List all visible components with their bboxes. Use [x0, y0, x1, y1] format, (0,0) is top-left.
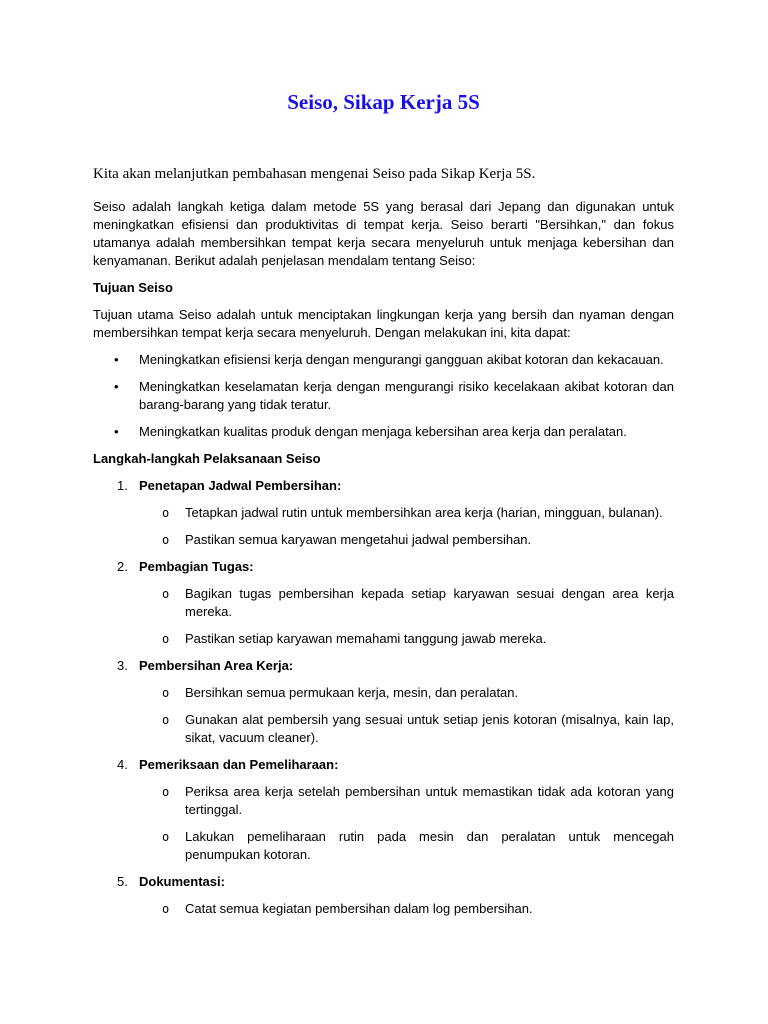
sub-bullet-marker: o: [162, 830, 170, 844]
sub-bullet-marker: o: [162, 686, 170, 700]
step-item: [93, 756, 674, 864]
step-title: Penetapan Jadwal Pembersihan:: [139, 478, 342, 493]
sub-item-text: Pastikan semua karyawan mengetahui jadwal pembersihan.: [185, 532, 532, 547]
intro-paragraph: Kita akan melanjutkan pembahasan mengenai Seiso pada Sikap Kerja 5S.: [93, 166, 536, 182]
sub-bullet-marker: o: [162, 785, 170, 799]
sub-item: [93, 531, 674, 549]
sub-item: [93, 684, 674, 702]
step-number: 3.: [117, 658, 128, 673]
sub-bullet-marker: o: [162, 902, 170, 916]
section-heading-tujuan: Tujuan Seiso: [93, 280, 173, 295]
sub-item-text: Tetapkan jadwal rutin untuk membersihkan area kerja (harian, mingguan, bulanan).: [185, 505, 663, 520]
sub-item-text: Pastikan setiap karyawan memahami tanggung jawab mereka.: [185, 631, 547, 646]
sub-list: [93, 684, 674, 747]
sub-item: [93, 711, 674, 747]
step-title: Pembersihan Area Kerja:: [139, 658, 294, 673]
bullet-item: [93, 351, 674, 369]
sub-item: [93, 900, 674, 918]
sub-item: [93, 630, 674, 648]
step-number: 5.: [117, 874, 128, 889]
bullet-marker: •: [114, 379, 119, 394]
bullet-text: Meningkatkan efisiensi kerja dengan mengurangi gangguan akibat kotoran dan kekacauan.: [139, 352, 664, 367]
step-item: [93, 657, 674, 747]
step-title: Dokumentasi:: [139, 874, 225, 889]
bullet-marker: •: [114, 424, 119, 439]
step-number: 2.: [117, 559, 128, 574]
sub-item-text: Catat semua kegiatan pembersihan dalam log pembersihan.: [185, 901, 533, 916]
sub-item-text: Bersihkan semua permukaan kerja, mesin, dan peralatan.: [185, 685, 519, 700]
sub-list: [93, 783, 674, 864]
sub-item-text: Gunakan alat pembersih yang sesuai untuk setiap jenis kotoran (misalnya, kain lap, sikat, vacuum cleaner).: [185, 712, 674, 745]
step-item: [93, 558, 674, 648]
sub-item: [93, 783, 674, 819]
sub-list: [93, 504, 674, 549]
sub-list: [93, 900, 674, 918]
document-page: [93, 0, 674, 916]
sub-item-text: Bagikan tugas pembersihan kepada setiap karyawan sesuai dengan area kerja mereka.: [185, 586, 674, 619]
bullet-marker: •: [114, 352, 119, 367]
step-number: 1.: [117, 478, 128, 493]
sub-item: [93, 828, 674, 864]
document-title: Seiso, Sikap Kerja 5S: [287, 90, 480, 114]
step-item: [93, 477, 674, 549]
sub-item-text: Periksa area kerja setelah pembersihan untuk memastikan tidak ada kotoran yang tertinggal.: [185, 784, 674, 817]
numbered-list-steps: [93, 477, 674, 918]
step-title: Pembagian Tugas:: [139, 559, 254, 574]
step-title: Pemeriksaan dan Pemeliharaan:: [139, 757, 339, 772]
sub-item: [93, 504, 674, 522]
bullet-item: [93, 378, 674, 414]
sub-bullet-marker: o: [162, 587, 170, 601]
section-heading-langkah: Langkah-langkah Pelaksanaan Seiso: [93, 451, 321, 466]
sub-bullet-marker: o: [162, 506, 170, 520]
sub-item: [93, 585, 674, 621]
bullet-text: Meningkatkan kualitas produk dengan menjaga kebersihan area kerja dan peralatan.: [139, 424, 627, 439]
sub-list: [93, 585, 674, 648]
bullet-text: Meningkatkan keselamatan kerja dengan mengurangi risiko kecelakaan akibat kotoran dan barang-barang yang tidak teratur.: [139, 379, 674, 412]
document-body: [93, 198, 674, 927]
sub-item-text: Lakukan pemeliharaan rutin pada mesin dan peralatan untuk mencegah penumpukan kotoran.: [185, 829, 674, 862]
paragraph-definition: Seiso adalah langkah ketiga dalam metode 5S yang berasal dari Jepang dan digunakan untuk meningkatkan efisiensi dan produktivitas di tempat kerja. Seiso berarti "Bersihkan," dan fokus utamanya adalah membersihkan tempat kerja secara menyeluruh untuk menjaga kebersihan dan kenyamanan. Berikut adalah penjelasan mendalam tentang Seiso:: [93, 199, 674, 268]
sub-bullet-marker: o: [162, 533, 170, 547]
step-item: [93, 873, 674, 918]
paragraph-tujuan: Tujuan utama Seiso adalah untuk menciptakan lingkungan kerja yang bersih dan nyaman dengan membersihkan tempat kerja secara menyeluruh. Dengan melakukan ini, kita dapat:: [93, 307, 674, 340]
bullet-list-tujuan: [93, 351, 674, 441]
step-number: 4.: [117, 757, 128, 772]
bullet-item: [93, 423, 674, 441]
sub-bullet-marker: o: [162, 713, 170, 727]
sub-bullet-marker: o: [162, 632, 170, 646]
